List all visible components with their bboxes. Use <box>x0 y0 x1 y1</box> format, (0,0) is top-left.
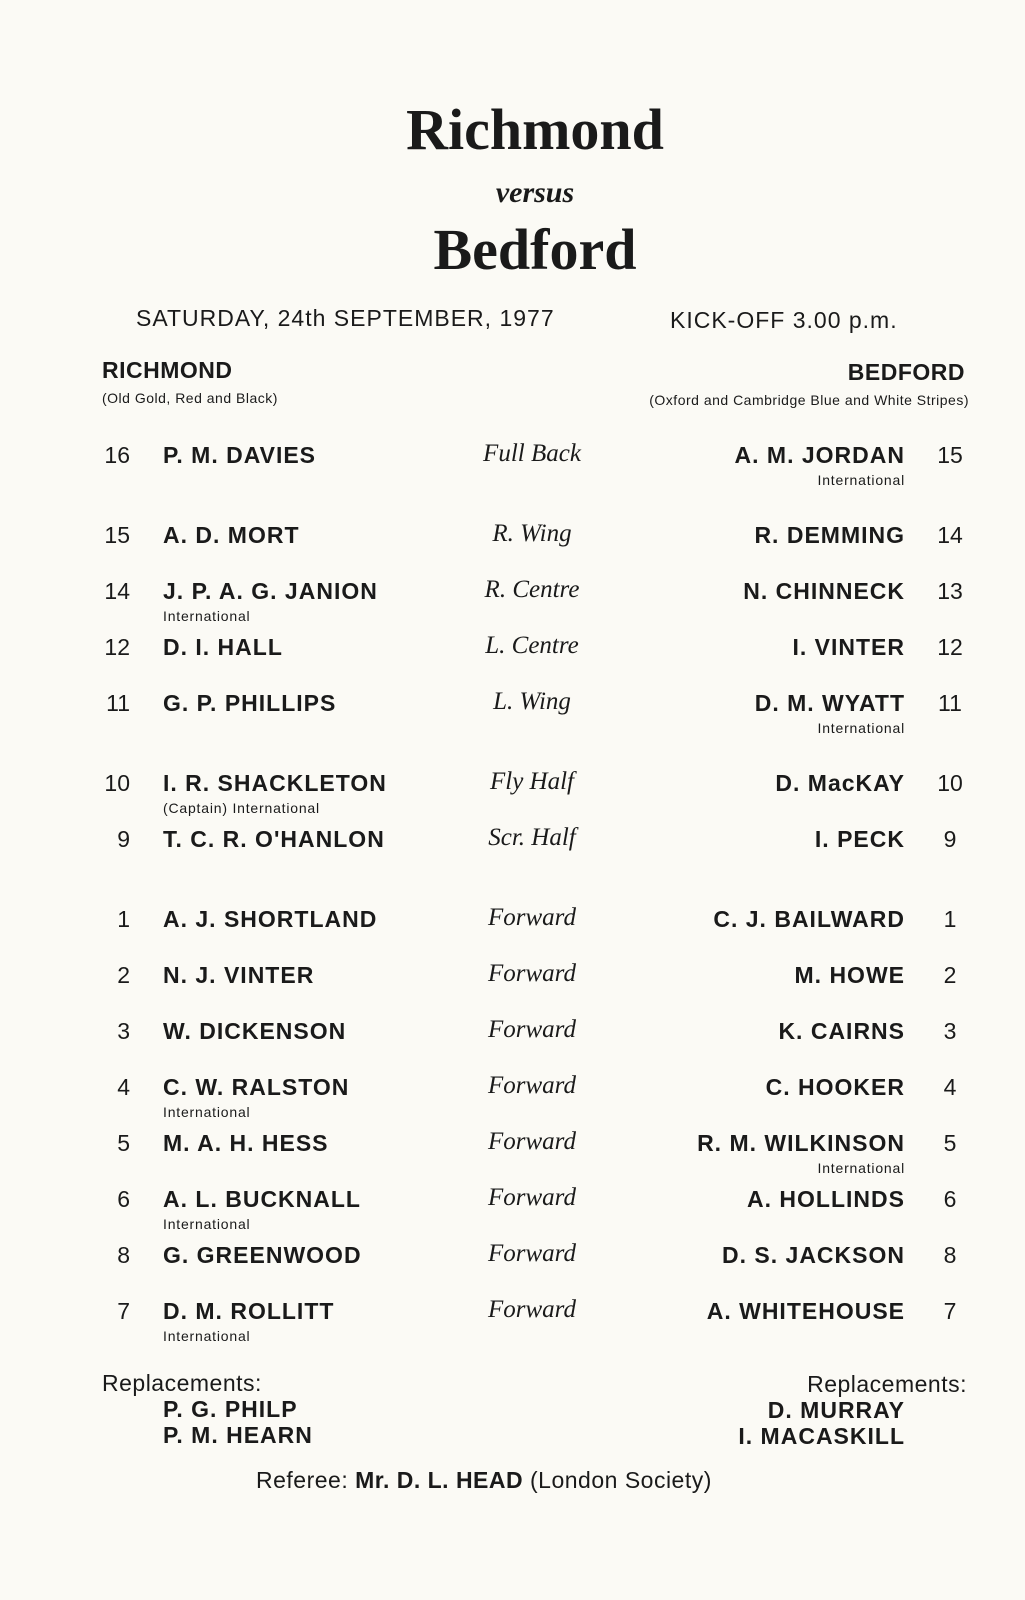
home-player-name: A. J. SHORTLAND <box>163 906 378 932</box>
away-player-number: 3 <box>943 1018 957 1044</box>
lineup-row <box>0 906 1025 962</box>
referee-line <box>256 1467 712 1494</box>
lineup-row <box>0 1018 1025 1074</box>
away-team-colours: (Oxford and Cambridge Blue and White Stripes) <box>649 392 969 408</box>
lineup-row <box>0 1074 1025 1130</box>
away-player-name: D. MacKAY <box>775 770 905 796</box>
home-replacement: P. M. HEARN <box>163 1422 313 1448</box>
home-team-title: Richmond <box>406 97 664 162</box>
away-player-note: International <box>817 472 905 488</box>
home-player-number: 14 <box>104 578 130 604</box>
away-player-name: D. S. JACKSON <box>722 1242 905 1268</box>
position-label: Forward <box>488 1184 576 1211</box>
away-player-number: 11 <box>938 690 962 716</box>
away-player-name: R. M. WILKINSON <box>697 1130 905 1156</box>
position-label: Scr. Half <box>488 824 576 851</box>
home-player-name: P. M. DAVIES <box>163 442 317 468</box>
away-player-name: C. HOOKER <box>765 1074 905 1100</box>
home-player-number: 5 <box>117 1130 130 1156</box>
home-player-number: 11 <box>106 690 130 716</box>
away-player-name: A. HOLLINDS <box>747 1186 905 1212</box>
lineup-row <box>0 634 1025 690</box>
position-label: Forward <box>488 1072 576 1099</box>
position-label: Forward <box>488 904 576 931</box>
referee-label: Referee: <box>256 1467 349 1493</box>
away-player-number: 2 <box>943 962 957 988</box>
away-player-name: M. HOWE <box>794 962 905 988</box>
referee-society: (London Society) <box>530 1467 712 1493</box>
away-player-name: A. M. JORDAN <box>734 442 905 468</box>
away-replacement: D. MURRAY <box>767 1397 905 1423</box>
lineup-row <box>0 826 1025 882</box>
away-player-name: R. DEMMING <box>754 522 905 548</box>
home-player-name: W. DICKENSON <box>163 1018 347 1044</box>
position-label: Fly Half <box>489 768 575 795</box>
home-team-colours: (Old Gold, Red and Black) <box>102 390 278 406</box>
away-player-name: A. WHITEHOUSE <box>706 1298 905 1324</box>
home-player-name: G. P. PHILLIPS <box>163 690 337 716</box>
home-player-note: International <box>163 1216 251 1232</box>
kickoff-time: KICK-OFF 3.00 p.m. <box>670 307 898 333</box>
away-player-name: D. M. WYATT <box>754 690 905 716</box>
home-player-name: D. I. HALL <box>163 634 283 660</box>
home-player-name: G. GREENWOOD <box>163 1242 362 1268</box>
home-player-number: 1 <box>117 906 130 932</box>
home-player-name: D. M. ROLLITT <box>163 1298 335 1324</box>
away-player-number: 14 <box>937 522 963 548</box>
lineup-row <box>0 770 1025 826</box>
home-player-number: 8 <box>117 1242 130 1268</box>
away-player-number: 15 <box>937 442 963 468</box>
away-player-name: C. J. BAILWARD <box>713 906 905 932</box>
position-label: Forward <box>488 960 576 987</box>
away-player-note: International <box>817 1160 905 1176</box>
position-label: Forward <box>488 1240 576 1267</box>
away-player-number: 12 <box>937 634 963 660</box>
lineup-row <box>0 962 1025 1018</box>
position-label: R. Centre <box>484 576 580 603</box>
home-player-note: (Captain) International <box>163 800 320 816</box>
match-date: SATURDAY, 24th SEPTEMBER, 1977 <box>136 305 555 331</box>
home-player-number: 9 <box>117 826 130 852</box>
referee-name: Mr. D. L. HEAD <box>355 1467 524 1493</box>
home-player-number: 16 <box>104 442 130 468</box>
home-player-number: 4 <box>117 1074 130 1100</box>
away-player-number: 6 <box>943 1186 957 1212</box>
home-replacements-label: Replacements: <box>102 1370 262 1396</box>
versus-text: versus <box>495 176 575 209</box>
home-player-note: International <box>163 1328 251 1344</box>
away-player-name: I. VINTER <box>792 634 905 660</box>
home-player-name: N. J. VINTER <box>163 962 315 988</box>
home-player-name: A. L. BUCKNALL <box>163 1186 361 1212</box>
position-label: L. Wing <box>493 688 571 715</box>
away-team-heading: BEDFORD <box>847 359 965 385</box>
home-player-number: 10 <box>104 770 130 796</box>
away-player-number: 13 <box>937 578 963 604</box>
home-player-number: 12 <box>104 634 130 660</box>
position-label: R. Wing <box>492 520 572 547</box>
away-player-name: N. CHINNECK <box>743 578 905 604</box>
home-player-name: A. D. MORT <box>163 522 300 548</box>
home-player-note: International <box>163 608 251 624</box>
away-player-number: 7 <box>943 1298 957 1324</box>
away-player-number: 4 <box>943 1074 957 1100</box>
position-label: L. Centre <box>485 632 579 659</box>
position-label: Full Back <box>483 440 581 467</box>
away-replacement: I. MACASKILL <box>738 1423 905 1449</box>
lineup-row <box>0 1298 1025 1354</box>
away-player-number: 8 <box>943 1242 957 1268</box>
away-player-number: 1 <box>943 906 957 932</box>
position-label: Forward <box>488 1016 576 1043</box>
away-player-number: 5 <box>943 1130 957 1156</box>
lineup-row <box>0 1186 1025 1242</box>
home-team-heading: RICHMOND <box>102 357 233 383</box>
home-player-number: 7 <box>117 1298 130 1324</box>
away-player-name: I. PECK <box>814 826 905 852</box>
home-player-name: C. W. RALSTON <box>163 1074 350 1100</box>
position-label: Forward <box>488 1296 576 1323</box>
away-replacements-label: Replacements: <box>807 1371 967 1397</box>
home-player-name: M. A. H. HESS <box>163 1130 329 1156</box>
home-player-number: 6 <box>117 1186 130 1212</box>
home-player-name: I. R. SHACKLETON <box>163 770 387 796</box>
lineup-row <box>0 522 1025 578</box>
home-player-number: 3 <box>117 1018 130 1044</box>
lineup-row <box>0 1130 1025 1186</box>
lineup-row <box>0 442 1025 498</box>
home-player-number: 15 <box>104 522 130 548</box>
away-player-number: 9 <box>943 826 957 852</box>
home-replacement: P. G. PHILP <box>163 1396 298 1422</box>
lineup-row <box>0 690 1025 746</box>
home-player-name: T. C. R. O'HANLON <box>163 826 385 852</box>
away-team-title: Bedford <box>433 217 637 282</box>
lineup-row <box>0 1242 1025 1298</box>
position-label: Forward <box>488 1128 576 1155</box>
away-player-note: International <box>817 720 905 736</box>
away-player-number: 10 <box>937 770 963 796</box>
home-player-note: International <box>163 1104 251 1120</box>
lineup-row <box>0 578 1025 634</box>
away-player-name: K. CAIRNS <box>778 1018 905 1044</box>
home-player-name: J. P. A. G. JANION <box>163 578 378 604</box>
home-player-number: 2 <box>117 962 130 988</box>
